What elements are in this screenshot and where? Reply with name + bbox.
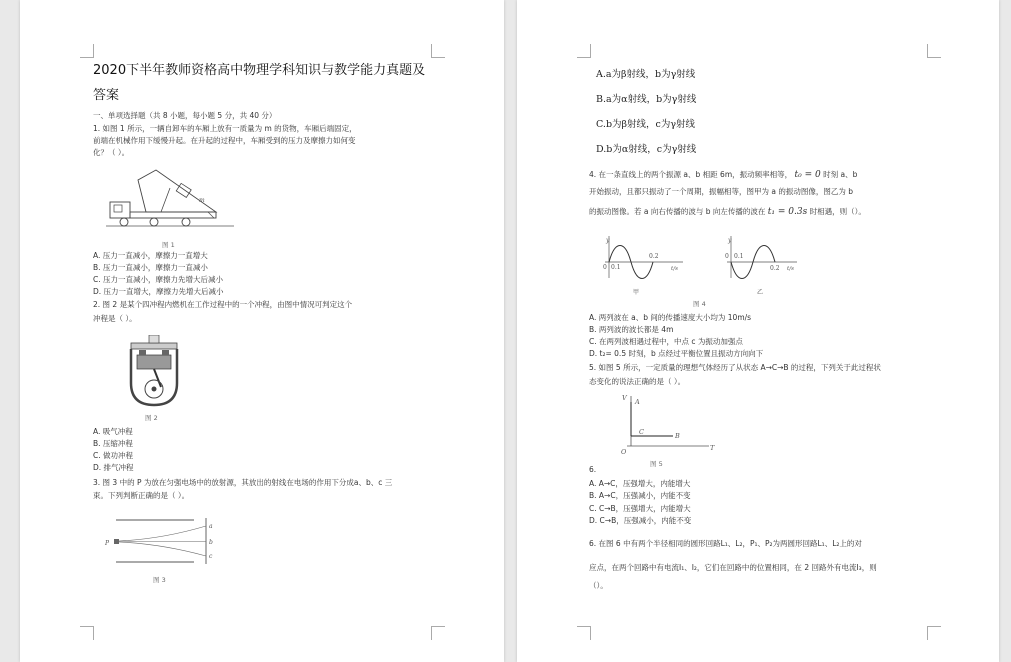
q6-line: 应点，在两个回路中有电流I₁、I₂，它们在回路中的位置相同，在 2 回路外有电流I₃，则	[589, 563, 877, 572]
page-corner-mark	[577, 44, 591, 58]
q1-option-b: B. 压力一直减小，摩擦力一直减小	[93, 263, 208, 272]
fig4-axis-t: t/s	[671, 266, 678, 272]
q3-line: 3. 图 3 中的 P 为放在匀强电场中的放射源，其放出的射线在电场的作用下分成a、b、c 三	[93, 478, 393, 487]
fig5-label-a: A	[635, 398, 640, 406]
fig5-label-o: O	[621, 448, 627, 456]
q1-option-d: D. 压力一直增大，摩擦力先增大后减小	[93, 287, 224, 296]
q2-option-a: A. 吸气冲程	[93, 427, 133, 436]
q3-option-b: B.a为α射线，b为γ射线	[596, 94, 697, 105]
fig4-tick-01: 0.1	[611, 264, 621, 271]
fig5-label-v: V	[622, 394, 627, 402]
fig4-origin: 0	[603, 264, 607, 271]
page-corner-mark	[80, 626, 94, 640]
fig5-label-c: C	[639, 428, 644, 436]
q3-option-a: A.a为β射线，b为γ射线	[596, 69, 696, 80]
q4-text: 4. 在一条直线上的两个振源 a、b 相距 6m，振动频率相等，	[589, 170, 793, 179]
fig4-axis-y: y	[606, 237, 610, 244]
q5-option-b: B. A→C，压强减小，内能不变	[589, 491, 691, 500]
figure-4-waves	[597, 234, 797, 298]
fig4-label-yi: 乙	[757, 289, 764, 296]
fig4-tick-02: 0.2	[770, 265, 780, 272]
fig5-label-t: T	[710, 444, 715, 452]
section-heading: 一、单项选择题（共 8 小题，每小题 5 分，共 40 分）	[93, 111, 277, 120]
q6-line: 6. 在图 6 中有两个半径相同的圆形回路L₁、L₂，P₁、P₂为两圆形回路L₁、L₂上的对	[589, 539, 862, 548]
figure-2-engine	[123, 335, 185, 411]
fig4-axis-y: y	[728, 237, 732, 244]
figure-4-caption: 图 4	[693, 300, 706, 308]
q4-text: 时相遇，则（）。	[809, 207, 866, 216]
fig4-origin: 0	[725, 253, 729, 260]
q6-number: 6.	[589, 465, 597, 474]
fig3-label-a: a	[209, 523, 213, 530]
figure-2-caption: 图 2	[145, 414, 158, 422]
q4-eq-t1: t₁ = 0.3s	[767, 207, 808, 217]
q3-line: 束。下列判断正确的是（ ）。	[93, 491, 190, 500]
q1-option-a: A. 压力一直减小，摩擦力一直增大	[93, 251, 208, 260]
q4-option-b: B. 两列波的波长都是 4m	[589, 325, 674, 334]
q3-option-c: C.b为β射线，c为γ射线	[596, 119, 696, 130]
q4-line	[589, 206, 866, 218]
fig5-label-b: B	[675, 432, 680, 440]
q2-option-b: B. 压缩冲程	[93, 439, 133, 448]
q6-line: （）。	[589, 581, 608, 590]
q5-line: 5. 如图 5 所示，一定质量的理想气体经历了从状态 A→C→B 的过程，下列关于此过程状	[589, 363, 881, 372]
q2-option-c: C. 做功冲程	[93, 451, 134, 460]
q5-option-a: A. A→C，压强增大，内能增大	[589, 479, 691, 488]
q4-option-a: A. 两列波在 a、b 间的传播速度大小均为 10m/s	[589, 313, 752, 322]
fig4-label-jia: 甲	[633, 289, 640, 296]
fig4-tick-02: 0.2	[649, 253, 659, 260]
q5-option-d: D. C→B，压强减小，内能不变	[589, 516, 692, 525]
q1-line: 化？（ ）。	[93, 148, 130, 157]
figure-1-caption: 图 1	[162, 241, 175, 249]
figure-3-radiation	[102, 512, 222, 572]
page-corner-mark	[927, 44, 941, 58]
q1-line: 1. 如图 1 所示，一辆自卸车的车厢上放有一质量为 m 的货物，车厢后端固定，	[93, 124, 357, 133]
page-corner-mark	[431, 626, 445, 640]
document-page-1	[20, 0, 504, 662]
q4-text: 时刻 a、b	[823, 170, 858, 179]
fig4-axis-t: t/s	[787, 266, 794, 272]
q1-option-c: C. 压力一直减小，摩擦力先增大后减小	[93, 275, 224, 284]
fig4-tick-01: 0.1	[734, 253, 744, 260]
q4-option-c: C. 在两列波相遇过程中，中点 c 为振动加强点	[589, 337, 743, 346]
q4-line	[589, 169, 857, 181]
q2-line: 2. 图 2 是某个四冲程内燃机在工作过程中的一个冲程，由图中情况可判定这个	[93, 300, 353, 309]
fig1-label-m: m	[199, 197, 205, 204]
q2-option-d: D. 排气冲程	[93, 463, 134, 472]
figure-5-vt-graph	[617, 392, 717, 456]
figure-1-dump-truck	[106, 166, 236, 238]
document-title-cont: 答案	[93, 88, 120, 103]
fig3-label-p: P	[105, 540, 110, 547]
fig3-label-c: c	[209, 553, 213, 560]
fig3-label-b: b	[209, 539, 213, 546]
page-corner-mark	[927, 626, 941, 640]
q3-option-d: D.b为α射线，c为γ射线	[596, 144, 697, 155]
q4-line: 开始振动，且都只振动了一个周期，振幅相等，图甲为 a 的振动图像，图乙为 b	[589, 187, 854, 196]
q4-text: 的振动图像。若 a 向右传播的波与 b 向左传播的波在	[589, 207, 766, 216]
figure-5-caption: 图 5	[650, 460, 663, 468]
q4-eq-t0: t₀ = 0	[794, 170, 821, 180]
document-page-2	[517, 0, 999, 662]
q4-option-d: D. t₂= 0.5 时刻，b 点经过平衡位置且振动方向向下	[589, 349, 764, 358]
q5-option-c: C. C→B，压强增大，内能增大	[589, 504, 691, 513]
q2-line: 冲程是（ ）。	[93, 314, 137, 323]
figure-3-caption: 图 3	[153, 576, 166, 584]
page-corner-mark	[431, 44, 445, 58]
q5-line: 态变化的说法正确的是（ ）。	[589, 377, 686, 386]
q1-line: 前端在机械作用下缓慢升起。在升起的过程中，车厢受到的压力及摩擦力如何变	[93, 136, 356, 145]
page-corner-mark	[577, 626, 591, 640]
document-title: 2020下半年教师资格高中物理学科知识与教学能力真题及	[93, 63, 426, 78]
page-corner-mark	[80, 44, 94, 58]
